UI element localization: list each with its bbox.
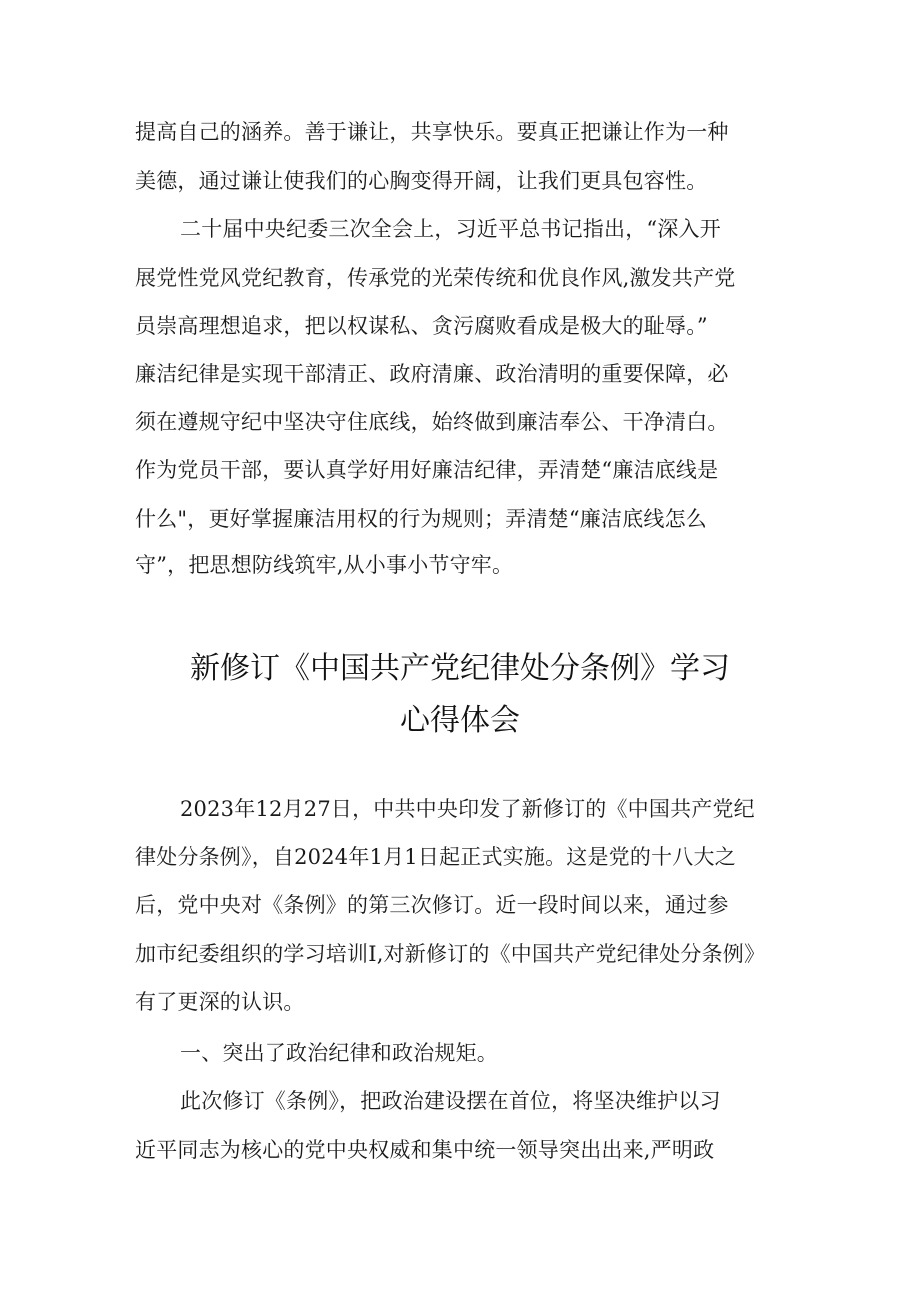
text-line: 此次修订《条例》，把政治建设摆在首位，将坚决维护以习 [180, 1089, 721, 1113]
title-line-2: 心得体会 [400, 703, 520, 738]
text-line: 廉洁纪律是实现干部清正、政府清廉、政治清明的重要保障，必 [135, 362, 729, 386]
section-heading: 一、突出了政治纪律和政治规矩。 [180, 1041, 498, 1065]
text-line: 守”，把思想防线筑牢,从小事小节守牢。 [135, 553, 514, 577]
text-line: 二十届中央纪委三次全会上，习近平总书记指出，“深入开 [180, 217, 721, 241]
text-line: 须在遵规守纪中坚决守住底线，始终做到廉洁奉公、干净清白。 [135, 410, 729, 434]
text-line: 2023年12月27日，中共中央印发了新修订的《中国共产党纪 [180, 797, 755, 821]
text-line: 展党性党风党纪教育，传承党的光荣传统和优良作风,激发共产党 [135, 266, 736, 290]
text-line: 作为党员干部，要认真学好用好廉洁纪律，弄清楚“廉洁底线是 [135, 458, 719, 482]
text-line: 律处分条例》，自2024年1月1日起正式实施。这是党的十八大之 [135, 845, 736, 869]
text-line: 员崇高理想追求，把以权谋私、贪污腐败看成是极大的耻辱。” [135, 314, 708, 338]
text-line: 美德，通过谦让使我们的心胸变得开阔，让我们更具包容性。 [135, 169, 708, 193]
text-line: 什么"，更好掌握廉洁用权的行为规则；弄清楚“廉洁底线怎么 [135, 507, 707, 531]
text-line: 近平同志为核心的党中央权威和集中统一领导突出出来,严明政 [135, 1138, 715, 1162]
text-line: 提高自己的涵养。善于谦让，共享快乐。要真正把谦让作为一种 [135, 120, 729, 144]
title-line-1: 新修订《中国共产党纪律处分条例》学习 [190, 651, 730, 686]
text-line: 后，党中央对《条例》的第三次修订。近一段时间以来，通过参 [135, 893, 729, 917]
text-line: 加市纪委组织的学习培训I,对新修订的《中国共产党纪律处分条例》 [135, 942, 766, 966]
text-line: 有了更深的认识。 [135, 990, 305, 1014]
